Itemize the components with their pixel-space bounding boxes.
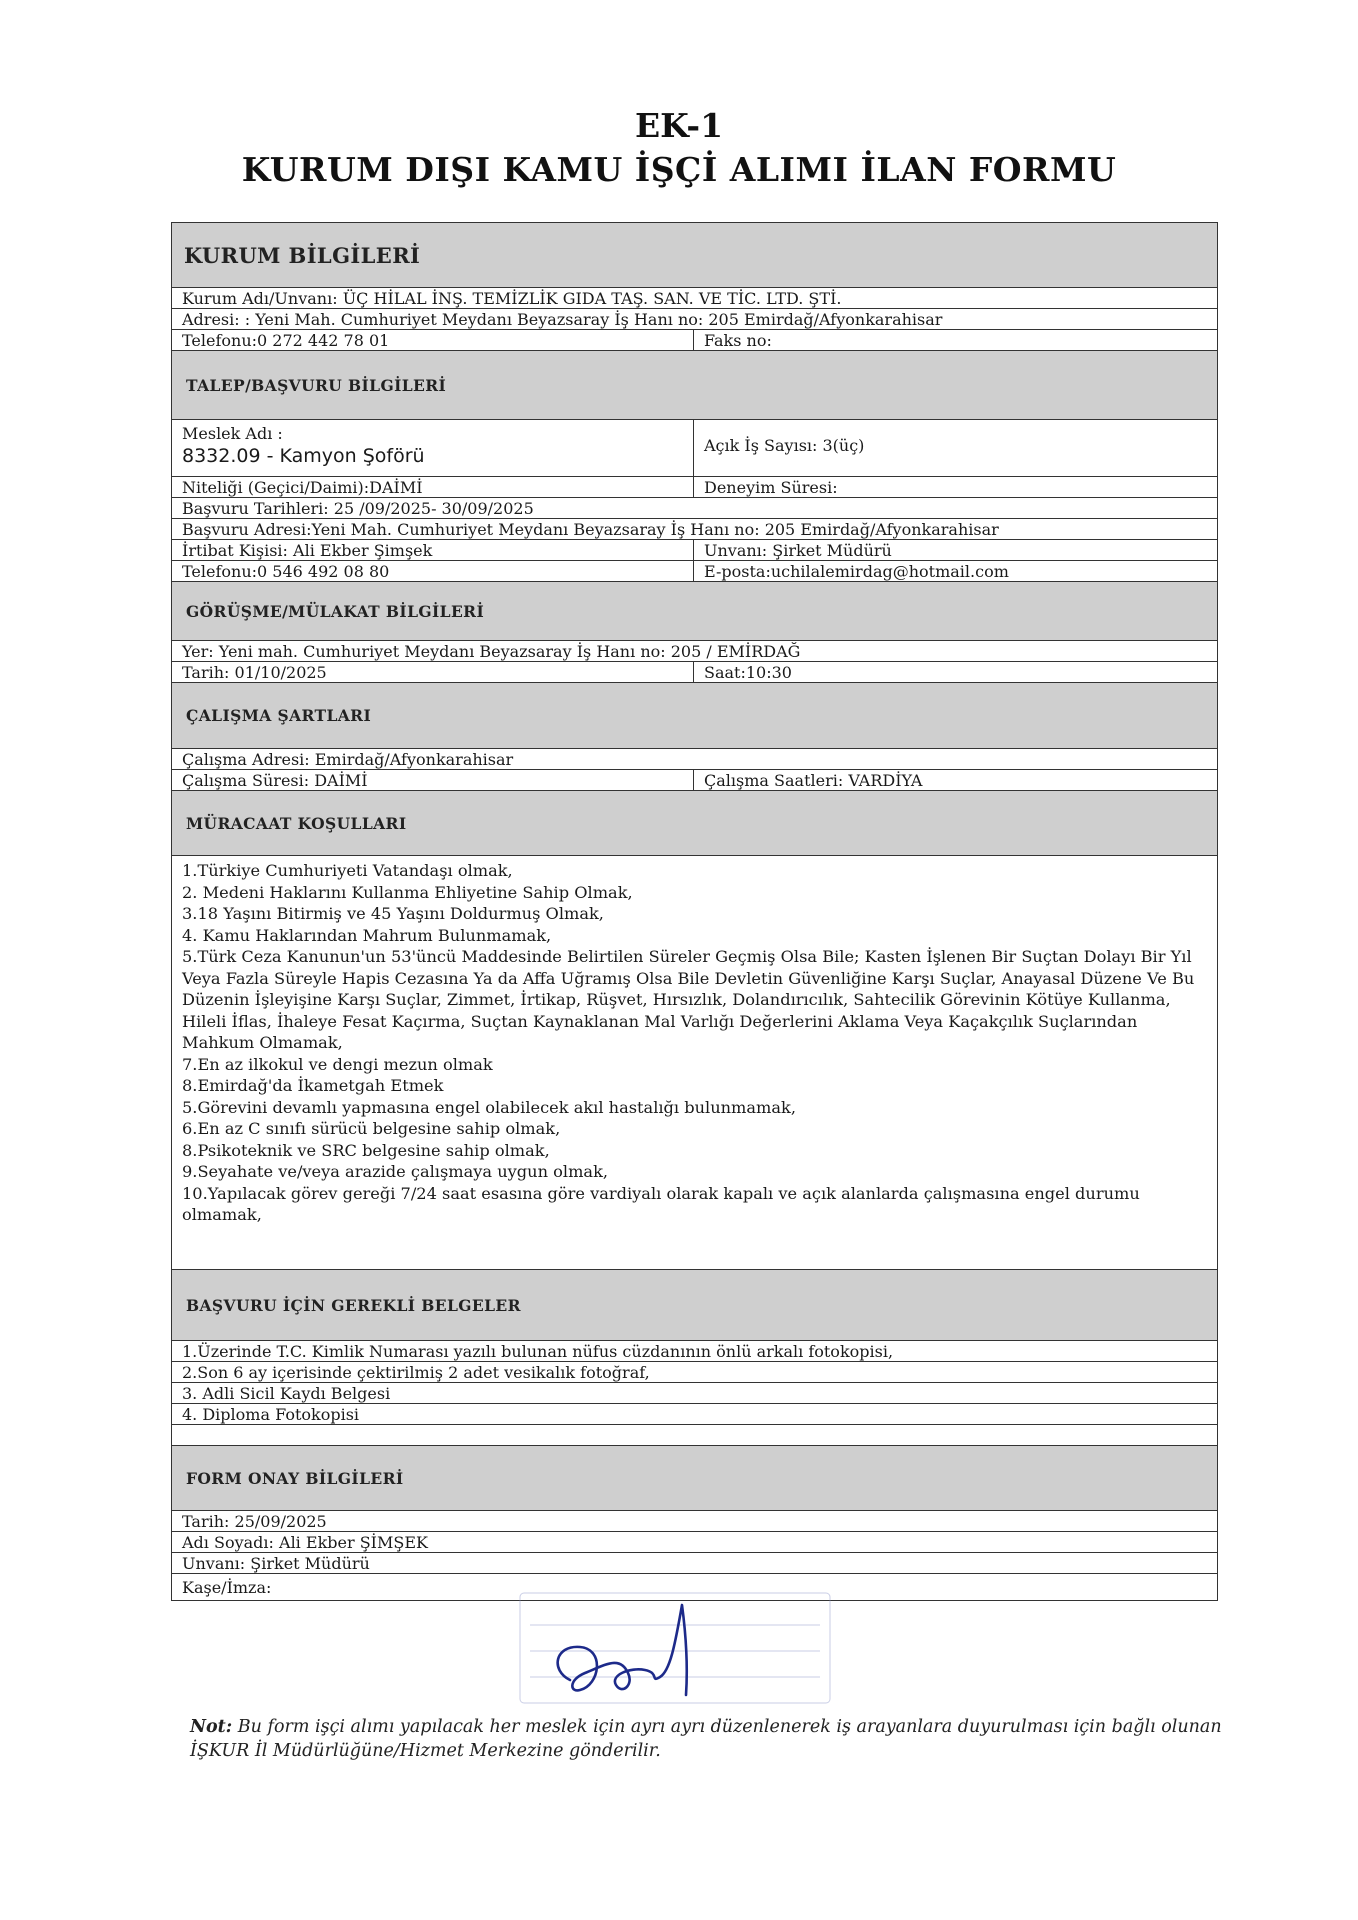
onay-ad-row [172, 1532, 1217, 1553]
belge-item: 4. Diploma Fotokopisi [182, 1405, 360, 1424]
note-label: Not: [190, 1717, 233, 1737]
footnote [190, 1715, 1250, 1763]
belge-item: 2.Son 6 ay içerisinde çektirilmiş 2 adet vesikalık fotoğraf, [182, 1363, 650, 1382]
kurum-address-row [172, 309, 1217, 330]
list-item: 6.En az C sınıfı sürücü belgesine sahip olmak, [182, 1119, 561, 1138]
list-item: 2. Medeni Haklarını Kullanma Ehliyetine Sahip Olmak, [182, 882, 633, 902]
signature-stamp-image [510, 1585, 840, 1715]
belge-row [172, 1404, 1217, 1425]
kurum-address: Adresi: : Yeni Mah. Cumhuriyet Meydanı Beyazsaray İş Hanı no: 205 Emirdağ/Afyonkarahisar [182, 310, 943, 329]
kurum-fax: Faks no: [704, 331, 772, 350]
list-item: 9.Seyahate ve/veya arazide çalışmaya uygun olmak, [182, 1162, 609, 1181]
gorusme-tarih-row [172, 662, 1217, 683]
onay-tarih: Tarih: 25/09/2025 [182, 1512, 327, 1531]
meslek-row [172, 420, 1217, 477]
acik-is-sayisi: Açık İş Sayısı: 3(üç) [704, 436, 865, 455]
gorusme-yer-row [172, 641, 1217, 662]
gorusme-yer: Yer: Yeni mah. Cumhuriyet Meydanı Beyazsaray İş Hanı no: 205 / EMİRDAĞ [182, 642, 801, 661]
list-item: 8.Psikoteknik ve SRC belgesine sahip olmak, [182, 1140, 550, 1160]
basvuru-adresi-row [172, 519, 1217, 540]
onay-unvan-row [172, 1553, 1217, 1574]
calisma-adresi: Çalışma Adresi: Emirdağ/Afyonkarahisar [182, 750, 514, 769]
onay-tarih-row [172, 1511, 1217, 1532]
basvuru-adresi: Başvuru Adresi:Yeni Mah. Cumhuriyet Meydanı Beyazsaray İş Hanı no: 205 Emirdağ/Afyonkarahisar [182, 520, 999, 539]
list-item: 1.Türkiye Cumhuriyeti Vatandaşı olmak, [182, 861, 513, 880]
kurum-name: Kurum Adı/Unvanı: ÜÇ HİLAL İNŞ. TEMİZLİK GIDA TAŞ. SAN. VE TİC. LTD. ŞTİ. [182, 289, 842, 308]
kurum-phone-row [172, 330, 1217, 351]
list-item: 10.Yapılacak görev gereği 7/24 saat esasına göre vardiyalı olarak kapalı ve açık alanlarda çalışmasına engel durumu olmamak, [182, 1183, 1140, 1224]
onay-unvan: Unvanı: Şirket Müdürü [182, 1554, 370, 1573]
section-calisma-title: ÇALIŞMA ŞARTLARI [172, 683, 1217, 749]
calisma-suresi: Çalışma Süresi: DAİMİ [172, 770, 694, 790]
gorusme-saat: Saat:10:30 [704, 663, 792, 682]
section-talep-title: TALEP/BAŞVURU BİLGİLERİ [172, 351, 1217, 420]
meslek-value: 8332.09 - Kamyon Şoförü [182, 445, 425, 467]
iletisim-row [172, 561, 1217, 582]
deneyim-suresi: Deneyim Süresi: [704, 478, 838, 497]
irtibat-row [172, 540, 1217, 561]
list-item: 5.Görevini devamlı yapmasına engel olabilecek akıl hastalığı bulunmamak, [182, 1097, 797, 1117]
note-text: Bu form işçi alımı yapılacak her meslek için ayrı ayrı düzenlenerek iş arayanlara duyurulması için bağlı olunan İŞKUR İl Müdürlüğüne/Hizmet Merkezine gönderilir. [190, 1717, 1222, 1761]
section-muracaat-title: MÜRACAAT KOŞULLARI [172, 791, 1217, 856]
section-onay-title: FORM ONAY BİLGİLERİ [172, 1446, 1217, 1511]
onay-kase-imza: Kaşe/İmza: [182, 1578, 272, 1597]
form-title: KURUM DIŞI KAMU İŞÇİ ALIMI İLAN FORMU [241, 150, 1117, 189]
irtibat-eposta: E-posta:uchilalemirdag@hotmail.com [704, 562, 1009, 581]
list-item: 3.18 Yaşını Bitirmiş ve 45 Yaşını Doldurmuş Olmak, [182, 904, 604, 923]
meslek-label: Meslek Adı : [182, 424, 283, 443]
empty-cell [172, 1425, 1217, 1445]
nitelik: Niteliği (Geçici/Daimi):DAİMİ [172, 477, 694, 497]
section-kurum-title: KURUM BİLGİLERİ [172, 223, 1217, 288]
irtibat-telefon: Telefonu:0 546 492 08 80 [172, 561, 694, 581]
calisma-adres-row [172, 749, 1217, 770]
gorusme-tarih: Tarih: 01/10/2025 [172, 662, 694, 682]
muracaat-list [172, 856, 1217, 1270]
calisma-saatleri: Çalışma Saatleri: VARDİYA [704, 771, 923, 790]
irtibat-unvan: Unvanı: Şirket Müdürü [704, 541, 892, 560]
list-item: 5.Türk Ceza Kanunun'un 53'üncü Maddesinde Belirtilen Süreler Geçmiş Olsa Bile; Kasten İşlenen Bir Suçtan Dolayı Bir Yıl Veya Fazla Süreyle Hapis Cezasına Ya da Affa Uğramış Olsa Bile Devletin Güvenliğine Karşı Suçlar, Anayasal Düzene Ve Bu Düzenin İşleyişine Karşı Suçlar, Zimmet, İrtikap, Rüşvet, Hırsızlık, Dolandırıcılık, Sahtecilik Görevinin Kötüye Kullanma, Hileli İflas, İhaleye Fesat Kaçırma, Suçtan Kaynaklanan Mal Varlığı Değerlerini Aklama Veya Kaçakçılık Suçlarından Mahkum Olmamak, [182, 947, 1195, 1052]
belge-row [172, 1362, 1217, 1383]
form-code: EK-1 [634, 106, 724, 145]
list-item: 7.En az ilkokul ve dengi mezun olmak [182, 1054, 493, 1074]
section-gorusme-title: GÖRÜŞME/MÜLAKAT BİLGİLERİ [172, 582, 1217, 641]
section-belgeler-title: BAŞVURU İÇİN GEREKLİ BELGELER [172, 1270, 1217, 1341]
belge-row-empty [172, 1425, 1217, 1446]
signature-scribble [558, 1605, 687, 1695]
form-table [171, 222, 1218, 1601]
list-item: 8.Emirdağ'da İkametgah Etmek [182, 1076, 444, 1095]
list-item: 4. Kamu Haklarından Mahrum Bulunmamak, [182, 925, 552, 945]
onay-ad-soyad: Adı Soyadı: Ali Ekber ŞİMŞEK [182, 1533, 428, 1552]
irtibat-kisisi: İrtibat Kişisi: Ali Ekber Şimşek [172, 540, 694, 560]
belge-item: 3. Adli Sicil Kaydı Belgesi [182, 1384, 391, 1403]
nitelik-row [172, 477, 1217, 498]
meslek-cell [172, 420, 694, 476]
calisma-sure-row [172, 770, 1217, 791]
belge-row [172, 1341, 1217, 1362]
belge-item: 1.Üzerinde T.C. Kimlik Numarası yazılı bulunan nüfus cüzdanının önlü arkalı fotokopisi, [182, 1342, 894, 1361]
basvuru-tarihleri-row [172, 498, 1217, 519]
kurum-name-row [172, 288, 1217, 309]
kurum-phone: Telefonu:0 272 442 78 01 [172, 330, 694, 350]
belge-row [172, 1383, 1217, 1404]
basvuru-tarihleri: Başvuru Tarihleri: 25 /09/2025- 30/09/2025 [182, 499, 534, 518]
